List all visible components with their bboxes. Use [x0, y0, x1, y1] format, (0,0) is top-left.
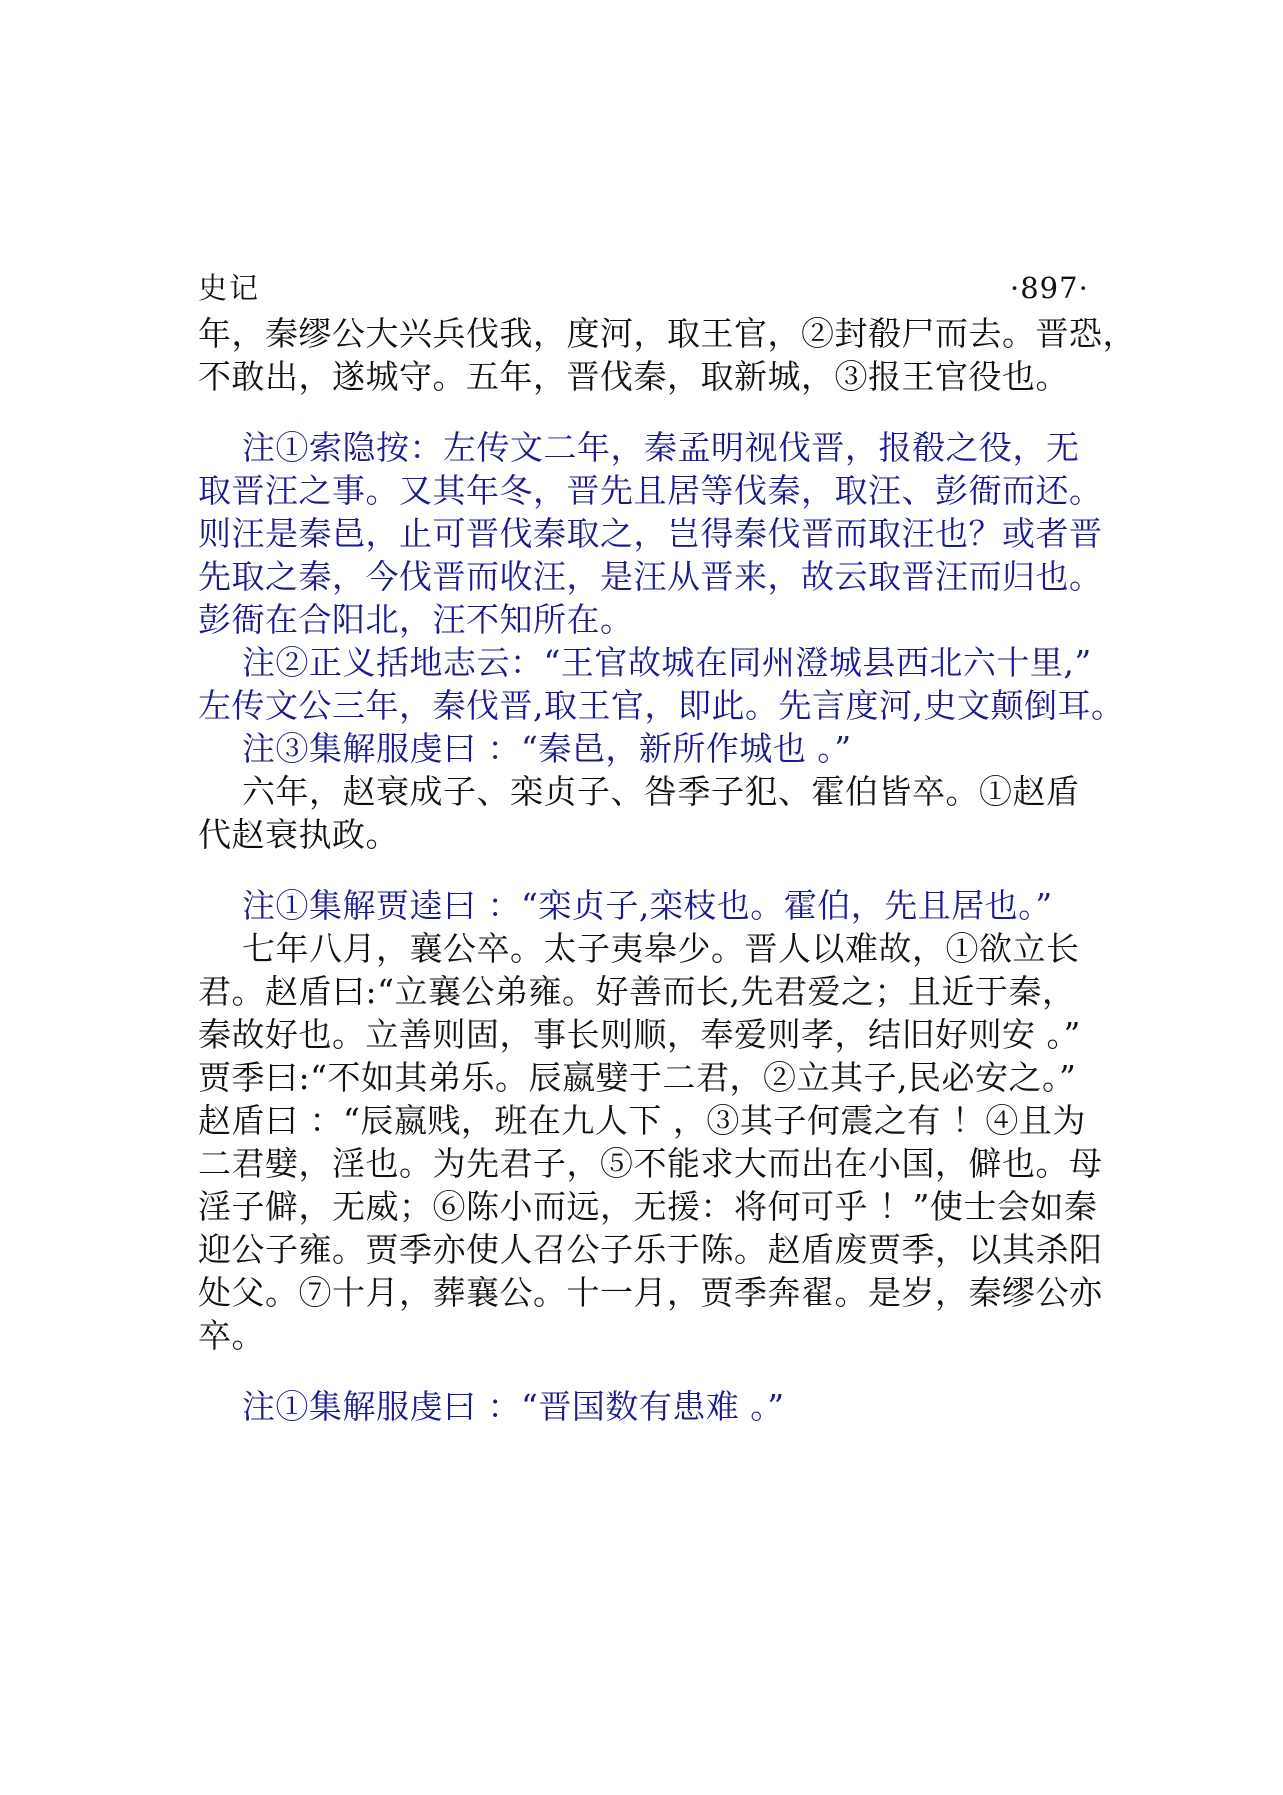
text-line: 则汪是秦邑，止可晋伐秦取之，岂得秦伐晋而取汪也？或者晋: [198, 514, 1103, 553]
text-line: 取晋汪之事。又其年冬，晋先且居等伐秦，取汪、彭衙而还。: [198, 471, 1103, 510]
text-line: 注①索隐按：左传文二年，秦孟明视伐晋，报殽之役，无: [198, 428, 1080, 467]
running-head-title: 史记: [198, 271, 261, 305]
text-line: 左传文公三年，秦伐晋,取王官，即此。先言度河,史文颠倒耳。: [198, 686, 1125, 725]
text-line: 注②正义括地志云：“王官故城在同州澄城县西北六十里,”: [198, 643, 1092, 682]
text-line: 卒。: [198, 1316, 265, 1355]
text-line: 注①集解服虔曰 ：“晋国数有患难 。”: [198, 1387, 785, 1426]
text-line: 彭衙在合阳北，汪不知所在。: [198, 600, 634, 639]
text-line: 注①集解贾逵曰 ：“栾贞子,栾枝也。霍伯，先且居也。”: [198, 886, 1053, 925]
text-line: 先取之秦，今伐晋而收汪，是汪从晋来，故云取晋汪而归也。: [198, 557, 1103, 596]
text-line: 秦故好也。立善则固，事长则顺，奉爱则孝，结旧好则安 。”: [198, 1015, 1081, 1054]
annotation-paragraph: [198, 727, 1098, 770]
text-line: 七年八月，襄公卒。太子夷皋少。晋人以难故，①欲立长: [198, 929, 1080, 968]
text-line: 君。赵盾曰:“立襄公弟雍。好善而长,先君爱之；且近于秦，: [198, 972, 1076, 1011]
main-paragraph: [198, 312, 1136, 398]
text-line: 注③集解服虔曰 ：“秦邑，新所作城也 。”: [198, 729, 852, 768]
text-line: 淫子僻，无威；⑥陈小而远，无援：将何可乎 ！”使士会如秦: [198, 1187, 1098, 1226]
text-line: 代赵衰执政。: [198, 815, 399, 854]
text-line: 贾季曰:“不如其弟乐。辰嬴嬖于二君，②立其子,民必安之。”: [198, 1058, 1077, 1097]
text-line: 不敢出，遂城守。五年，晋伐秦，取新城，③报王官役也。: [198, 357, 1069, 396]
annotation-paragraph: [198, 884, 1098, 927]
text-line: 年，秦缪公大兴兵伐我，度河，取王官，②封殽尸而去。晋恐，: [198, 314, 1136, 353]
annotation-paragraph: [198, 1385, 1098, 1428]
main-paragraph: [198, 770, 1098, 856]
annotation-paragraph: [198, 641, 1125, 727]
main-paragraph: [198, 927, 1103, 1357]
annotation-paragraph: [198, 426, 1103, 641]
text-line: 处父。⑦十月，葬襄公。十一月，贾季奔翟。是岁，秦缪公亦: [198, 1273, 1103, 1312]
page-number: ·897·: [1010, 271, 1089, 305]
text-line: 二君嬖，淫也。为先君子，⑤不能求大而出在小国，僻也。母: [198, 1144, 1103, 1183]
text-line: 赵盾曰 ：“辰嬴贱，班在九人下 ，③其子何震之有 ！④且为: [198, 1101, 1086, 1140]
text-line: 六年，赵衰成子、栾贞子、咎季子犯、霍伯皆卒。①赵盾: [198, 772, 1080, 811]
text-line: 迎公子雍。贾季亦使人召公子乐于陈。赵盾废贾季，以其杀阳: [198, 1230, 1103, 1269]
